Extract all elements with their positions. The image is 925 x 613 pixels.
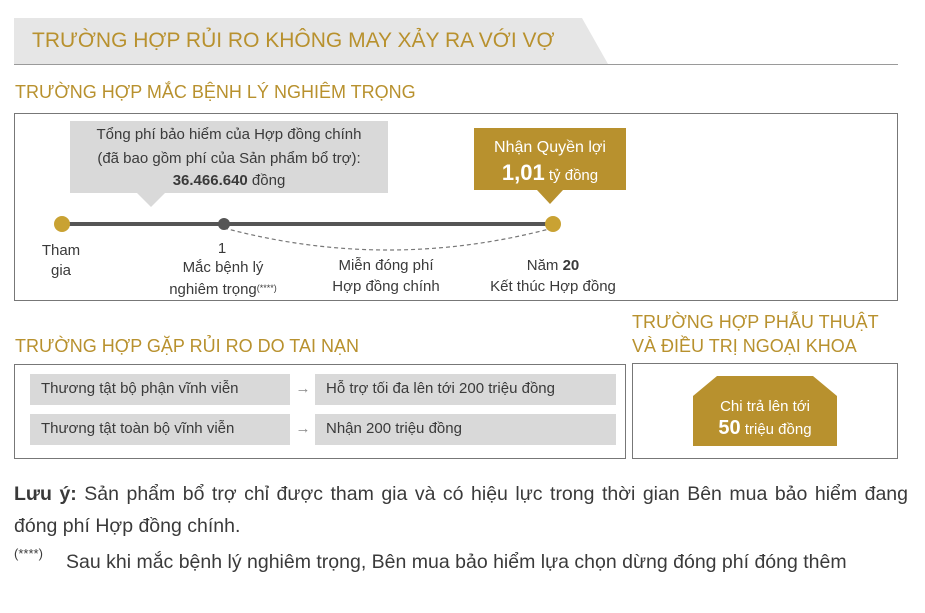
timeline-dot-join xyxy=(54,216,70,232)
join-label-line-1: Tham xyxy=(41,242,81,259)
premium-text-line-2: (đã bao gồm phí của Sản phẩm bổ trợ): xyxy=(97,150,361,167)
year20-label-line-1 xyxy=(470,255,636,276)
year1-label-text: nghiêm trọng xyxy=(169,281,257,298)
year1-number: 1 xyxy=(217,240,227,257)
surgery-amount: 50 xyxy=(718,417,741,439)
waiver-label-line-2: Hợp đồng chính xyxy=(332,278,440,295)
surgery-badge-value xyxy=(693,417,837,440)
waiver-label-line-1: Miễn đóng phí xyxy=(338,257,434,274)
year1-label-line-2 xyxy=(140,278,306,300)
accident-benefit-partial: Hỗ trợ tối đa lên tới 200 triệu đồng xyxy=(315,374,616,405)
illness-section-title: TRƯỜNG HỢP MẮC BỆNH LÝ NGHIÊM TRỌNG xyxy=(15,82,416,102)
page-title: TRƯỜNG HỢP RỦI RO KHÔNG MAY XẢY RA VỚI VỢ xyxy=(32,29,555,52)
timeline-dot-year20 xyxy=(545,216,561,232)
timeline-label-year20 xyxy=(470,255,636,297)
surgery-section-title xyxy=(632,310,879,358)
accident-case-partial: Thương tật bộ phận vĩnh viễn xyxy=(30,374,290,405)
year20-prefix: Năm xyxy=(526,257,563,274)
timeline-label-waiver xyxy=(312,255,460,297)
accident-case-total: Thương tật toàn bộ vĩnh viễn xyxy=(30,414,290,445)
timeline-dot-year1 xyxy=(218,218,230,230)
surgery-unit: triệu đồng xyxy=(740,421,812,438)
accident-benefit-total: Nhận 200 triệu đồng xyxy=(315,414,616,445)
premium-unit: đồng xyxy=(247,172,286,189)
note-text: Sản phẩm bổ trợ chỉ được tham gia và có hiệu lực trong thời gian Bên mua bảo hiểm đang đóng phí Hợp đồng chính. xyxy=(14,483,908,537)
join-label-line-2: gia xyxy=(50,262,72,279)
benefit-amount: 1,01 xyxy=(501,160,545,185)
note-paragraph xyxy=(14,478,908,542)
year20-number: 20 xyxy=(562,257,580,274)
note-label: Lưu ý: xyxy=(14,483,77,505)
year1-label-line-1: Mắc bệnh lý xyxy=(182,259,264,276)
surgery-title-line-2: VÀ ĐIỀU TRỊ NGOẠI KHOA xyxy=(632,336,857,356)
surgery-title-line-1: TRƯỜNG HỢP PHẪU THUẬT xyxy=(632,312,879,332)
surgery-badge-label: Chi trả lên tới xyxy=(720,398,810,415)
timeline-label-join xyxy=(30,241,92,281)
premium-amount: 36.466.640 xyxy=(172,172,248,189)
benefit-unit: tỷ đồng xyxy=(544,167,599,184)
premium-text-line-1: Tổng phí bảo hiểm của Hợp đồng chính xyxy=(96,126,362,143)
footnote-marker-label: (****) xyxy=(14,546,43,561)
arrow-icon: → xyxy=(295,420,311,437)
year20-label-line-2: Kết thúc Hợp đồng xyxy=(490,278,616,295)
arrow-icon: → xyxy=(295,380,311,397)
benefit-label: Nhận Quyền lợi xyxy=(494,139,606,156)
timeline-label-year1 xyxy=(140,240,306,300)
footnote-marker: (****) xyxy=(256,283,277,293)
footnote-text: Sau khi mắc bệnh lý nghiêm trọng, Bên mua bảo hiểm lựa chọn dừng đóng phí đóng thêm xyxy=(66,551,847,573)
accident-section-title: TRƯỜNG HỢP GẶP RỦI RO DO TAI NẠN xyxy=(15,336,359,356)
